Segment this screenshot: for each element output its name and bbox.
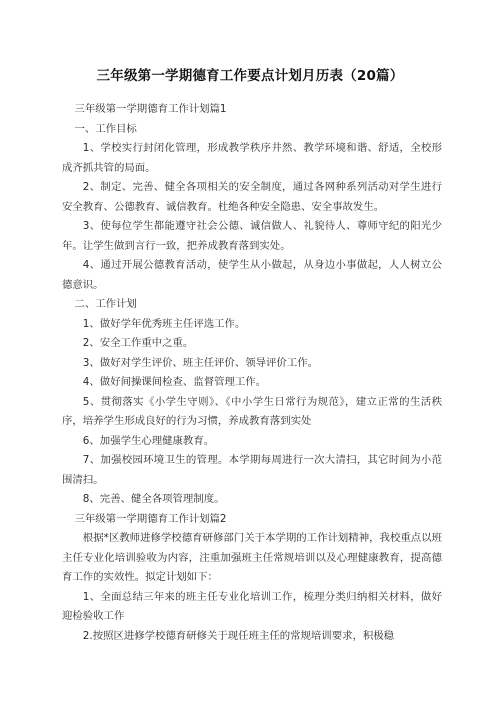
list-item: 2.按照区进修学校德育研修关于现任班主任的常规培训要求，积极稳 [82, 629, 395, 642]
list-item: 1、做好学年优秀班主任评选工作。 [82, 317, 246, 330]
document-title: 三年级第一学期德育工作要点计划月历表（20篇） [96, 68, 404, 84]
paragraph: 2、制定、完善、健全各项相关的安全制度，通过各网种系列活动对学生进行安全教育、公德教育、诚信教育。杜绝各种安全隐患、安全事故发生。 [62, 181, 442, 213]
list-item: 3、做好对学生评价、班主任评价、领导评价工作。 [82, 356, 318, 369]
document-body [62, 100, 442, 646]
list-item: 8、完善、健全各项管理制度。 [82, 493, 225, 505]
paragraph: 根据*区教师进修学校德育研修部门关于本学期的工作计划精神，我校重点以班主任专业化培训验收为内容，注重加强班主任常规培训以及心理健康教育，提高德育工作的实效性。拟定计划如下： [62, 532, 442, 583]
list-item: 5、贯彻落实《小学生守则》、《中小学生日常行为规范》，建立正常的生活秩序，培养学生形成良好的行为习惯，养成教育落到实处 [62, 395, 442, 427]
section-heading: 三年级第一学期德育工作计划篇2 [74, 512, 227, 525]
subsection-heading: 二、工作计划 [74, 298, 137, 310]
list-item: 1、全面总结三年来的班主任专业化培训工作，梳理分类归纳相关材料，做好迎检验收工作 [62, 590, 442, 622]
paragraph: 1、学校实行封闭化管理，形成教学秩序井然、教学环境和谐、舒适，全校形成齐抓共管的局面。 [62, 142, 442, 174]
subsection-heading: 一、工作目标 [74, 122, 137, 135]
paragraph: 4、通过开展公德教育活动，使学生从小做起，从身边小事做起，人人树立公德意识。 [62, 259, 442, 291]
section-heading: 三年级第一学期德育工作计划篇1 [74, 103, 227, 115]
list-item: 7、加强校园环境卫生的管理。本学期每周进行一次大清扫，其它时间为小范围清扫。 [62, 454, 442, 486]
list-item: 4、做好间操课间检查、监督管理工作。 [82, 376, 267, 388]
paragraph: 3、使每位学生都能遵守社会公德、诚信做人、礼貌待人、尊师守纪的阳光少年。让学生做到言行一致，把养成教育落到实处。 [62, 220, 442, 252]
list-item: 6、加强学生心理健康教育。 [82, 434, 215, 447]
list-item: 2、安全工作重中之重。 [82, 337, 194, 349]
